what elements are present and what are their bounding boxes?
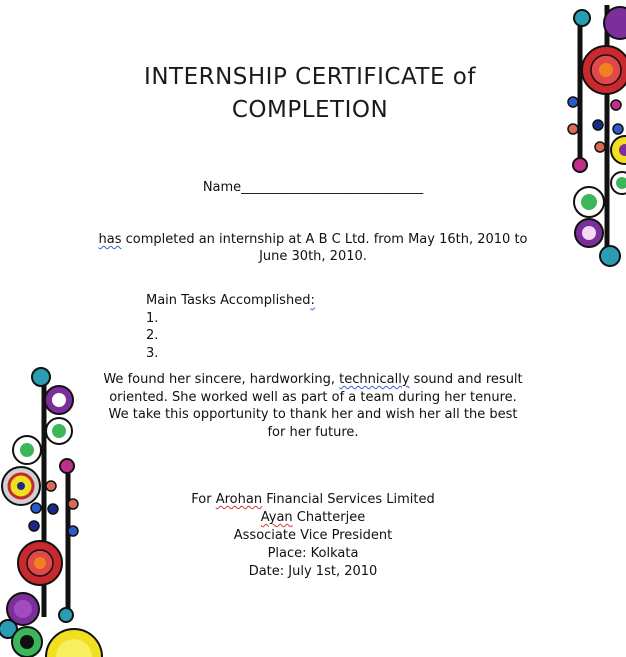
completion-text: completed an internship at A B C Ltd. from May 16th, 2010 to [121, 232, 528, 247]
signer-name: Ayan Chatterjee [260, 510, 366, 525]
name-line [80, 179, 546, 197]
date-line: Date: July 1st, 2010 [248, 564, 378, 579]
name-label: Name [202, 180, 242, 195]
tasks-section [146, 292, 315, 362]
name-blank: ____________________________ [241, 180, 424, 195]
task-item: 1. [146, 310, 159, 326]
praise-line: oriented. She worked well as part of a team during her tenure. [109, 389, 517, 405]
praise-line: We found her sincere, hardworking, technically sound and result [103, 372, 523, 387]
company-line: For Arohan Financial Services Limited [191, 492, 435, 507]
praise-line: for her future. [267, 424, 359, 440]
certificate-title-line2: COMPLETION [231, 97, 389, 123]
task-item: 2. [146, 328, 159, 343]
tasks-heading: Main Tasks Accomplished: [146, 293, 315, 308]
task-item: 3. [146, 345, 159, 361]
place-line: Place: Kolkata [267, 546, 359, 561]
completion-statement-line2: June 30th, 2010. [259, 249, 367, 264]
praise-line: We take this opportunity to thank her and wish her all the best [108, 407, 518, 422]
completion-word: has [98, 232, 122, 247]
top-right-circles-ornament [560, 5, 626, 275]
signer-designation: Associate Vice President [233, 528, 393, 543]
completion-statement [80, 231, 546, 249]
certificate-title: INTERNSHIP CERTIFICATE of [144, 64, 476, 90]
